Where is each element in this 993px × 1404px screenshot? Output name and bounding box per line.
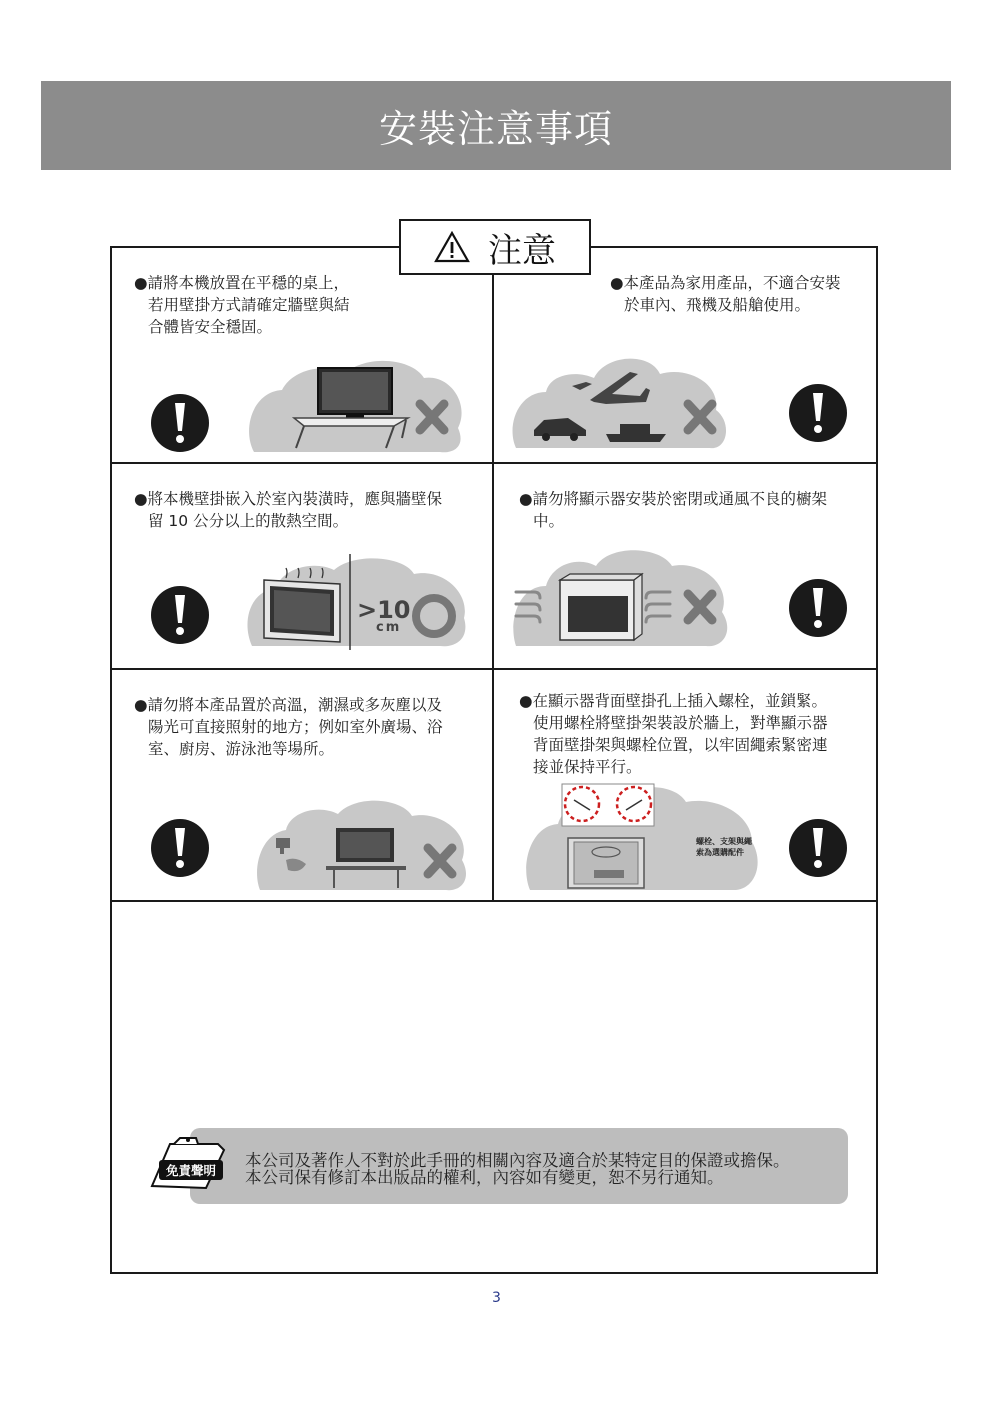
note-ventilation <box>519 488 827 532</box>
accessory-note <box>696 836 752 858</box>
disclaimer-line: 本公司及著作人不對於此手冊的相關內容及適合於某特定目的保證或擔保。 <box>245 1151 790 1170</box>
note-line: 中。 <box>533 512 565 530</box>
note-line: 陽光可直接照射的地方；例如室外廣場、浴 <box>148 718 443 736</box>
page-title: 安裝注意事項 <box>378 107 613 151</box>
caution-label: 注意 <box>488 230 556 271</box>
disclaimer-text <box>245 1152 790 1186</box>
exclamation-icon <box>788 818 848 878</box>
warning-triangle-icon <box>434 231 470 263</box>
note-wall-mount <box>519 690 828 778</box>
note-line: 留 10 公分以上的散熱空間。 <box>148 512 349 530</box>
exclamation-icon <box>788 383 848 443</box>
caution-box <box>399 219 591 275</box>
header-banner <box>41 81 951 170</box>
accessory-note-line: 螺栓、支架與繩 <box>696 837 752 846</box>
note-line: 合體皆安全穩固。 <box>148 318 273 336</box>
note-line: 室、廚房、游泳池等場所。 <box>148 740 335 758</box>
tv-on-table-illustration <box>244 352 468 456</box>
note-line: ●將本機壁掛嵌入於室內裝潢時，應與牆壁保 <box>134 490 443 508</box>
note-environment <box>134 694 443 760</box>
cabinet-illustration <box>510 546 736 650</box>
vehicles-illustration <box>510 352 734 452</box>
page-number: 3 <box>492 1290 501 1306</box>
exclamation-icon <box>788 578 848 638</box>
row-divider <box>110 462 878 464</box>
spacing-unit: cm <box>376 620 402 635</box>
disclaimer-badge: 免責聲明 <box>159 1160 223 1180</box>
exclamation-icon <box>150 393 210 453</box>
note-line: ●請勿將顯示器安裝於密閉或通風不良的櫥架 <box>519 490 828 508</box>
note-wall-spacing <box>134 488 442 532</box>
note-line: ●本產品為家用產品，不適合安裝 <box>610 274 841 292</box>
exclamation-icon <box>150 585 210 645</box>
exclamation-icon <box>150 818 210 878</box>
column-divider <box>492 246 494 902</box>
note-line: 接並保持平行。 <box>533 758 642 776</box>
spacing-value: >10 <box>357 596 411 624</box>
row-divider <box>110 668 878 670</box>
note-line: ●請將本機放置在平穩的桌上， <box>134 274 350 292</box>
accessory-note-line: 索為選購配件 <box>696 848 744 857</box>
note-line: 背面壁掛架與螺栓位置，以牢固繩索緊密連 <box>533 736 828 754</box>
note-line: 使用螺栓將壁掛架裝設於牆上，對準顯示器 <box>533 714 828 732</box>
note-line: ●請勿將本產品置於高溫，潮濕或多灰塵以及 <box>134 696 443 714</box>
note-line: 若用壁掛方式請確定牆壁與結 <box>148 296 350 314</box>
note-home-use <box>610 272 841 316</box>
environment-illustration <box>256 798 472 894</box>
row-divider <box>110 900 878 902</box>
note-line: ●在顯示器背面壁掛孔上插入螺栓，並鎖緊。 <box>519 692 828 710</box>
disclaimer-line: 本公司保有修訂本出版品的權利，內容如有變更，恕不另行通知。 <box>245 1168 724 1187</box>
note-table-placement <box>134 272 350 338</box>
note-line: 於車內、飛機及船艙使用。 <box>624 296 811 314</box>
